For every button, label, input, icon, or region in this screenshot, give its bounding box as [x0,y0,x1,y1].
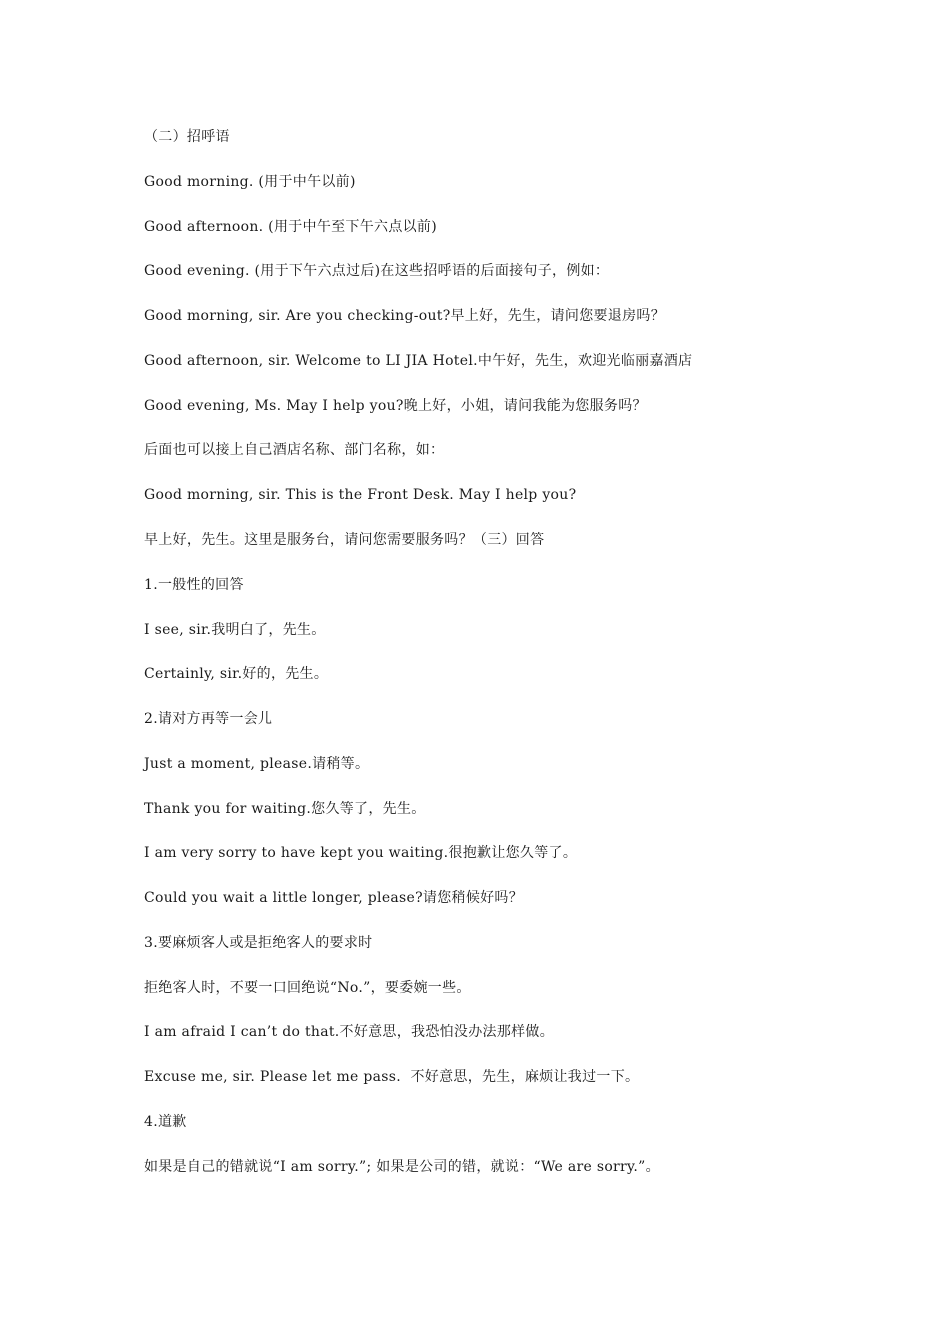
section-heading-greetings: （二）招呼语 [144,129,230,145]
text-line: 后面也可以接上自己酒店名称、部门名称，如： [144,442,445,458]
subheading-please-wait: 2.请对方再等一会儿 [144,711,273,727]
subheading-apology: 4.道歉 [144,1114,187,1130]
text-line: 拒绝客人时，不要一口回绝说“No.”，要委婉一些。 [144,980,471,996]
text-line: Excuse me, sir. Please let me pass. 不好意思，先生，麻烦让我过一下。 [144,1069,640,1085]
text-line: I am very sorry to have kept you waiting.很抱歉让您久等了。 [144,845,578,861]
text-line: Certainly, sir.好的，先生。 [144,666,329,682]
text-line: 如果是自己的错就说“I am sorry.”; 如果是公司的错，就说：“We are sorry.”。 [144,1159,660,1175]
text-line: I see, sir.我明白了，先生。 [144,622,326,638]
subheading-general-answer: 1.一般性的回答 [144,577,244,593]
text-line: Good afternoon. (用于中午至下午六点以前) [144,219,437,235]
text-line: Good morning, sir. Are you checking-out?早上好，先生，请问您要退房吗？ [144,308,666,324]
text-line: Thank you for waiting.您久等了，先生。 [144,801,426,817]
subheading-refuse-request: 3.要麻烦客人或是拒绝客人的要求时 [144,935,373,951]
text-line: I am afraid I can’t do that.不好意思，我恐怕没办法那样做。 [144,1024,555,1040]
text-line: Good evening. (用于下午六点过后)在这些招呼语的后面接句子，例如： [144,263,610,279]
text-line: Could you wait a little longer, please?请您稍候好吗？ [144,890,524,906]
text-line: Good morning. (用于中午以前) [144,174,356,190]
text-line: Good afternoon, sir. Welcome to LI JIA Hotel.中午好，先生，欢迎光临丽嘉酒店 [144,353,693,369]
text-line: Good evening, Ms. May I help you?晚上好，小姐，请问我能为您服务吗？ [144,398,647,414]
text-line: 早上好，先生。这里是服务台，请问您需要服务吗？（三）回答 [144,532,545,548]
text-line: Just a moment, please.请稍等。 [144,756,370,772]
text-line: Good morning, sir. This is the Front Desk. May I help you? [144,487,577,503]
